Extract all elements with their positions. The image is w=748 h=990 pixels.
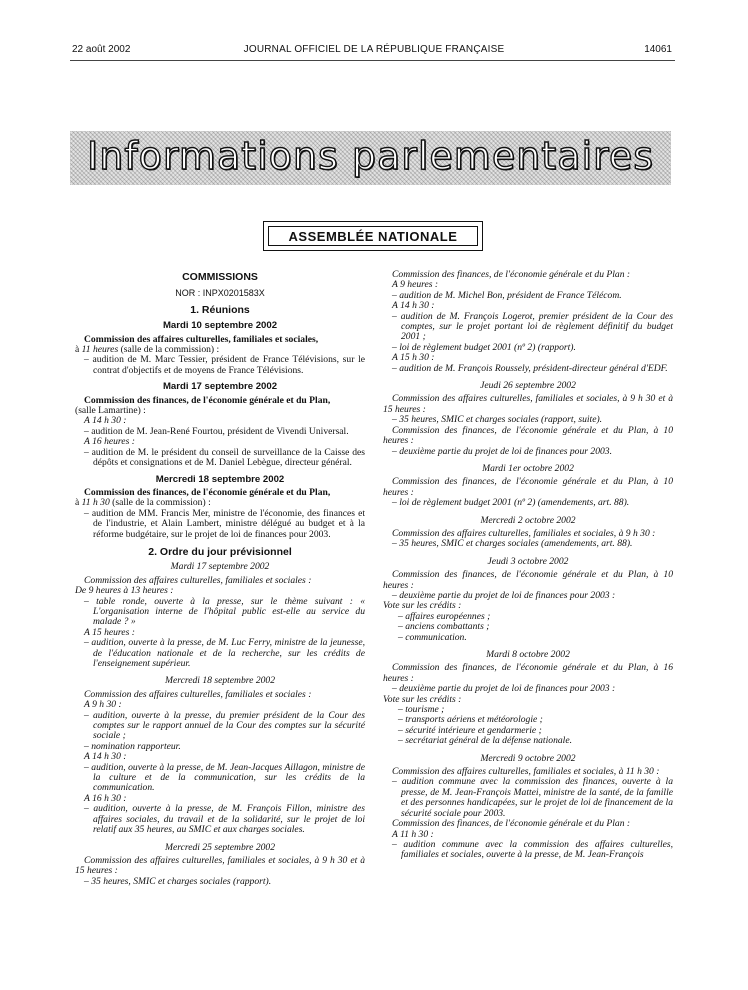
commission-name: Commission des finances, de l'économie générale et du Plan, à 16 heures : xyxy=(383,662,673,684)
agenda-item: – audition, ouverte à la presse, du premier président de la Cour des comptes sur le rapport annuel de la Cour des comptes sur la sécurité sociale ; xyxy=(84,709,365,742)
room: (salle de la commission) : xyxy=(120,344,220,356)
agenda-item: – audition de M. Michel Bon, président de France Télécom. xyxy=(392,289,622,301)
meeting-time: A 11 h 30 : xyxy=(392,828,434,840)
header-journal-title: JOURNAL OFFICIEL DE LA RÉPUBLIQUE FRANÇAISE xyxy=(243,44,505,55)
date-heading: Mercredi 9 octobre 2002 xyxy=(480,752,576,764)
commission-name: Commission des finances, de l'économie générale et du Plan, xyxy=(84,394,331,406)
chamber-box xyxy=(263,221,483,251)
agenda-item: – deuxième partie du projet de loi de finances pour 2003 : xyxy=(392,589,616,601)
meeting-time: A 16 h 30 : xyxy=(84,792,127,804)
agenda-item: – audition de MM. Francis Mer, ministre de l'économie, des finances et de l'industrie, et Alain Lambert, ministre délégué au budget et à la réforme budgétaire, sur le projet de loi de finances pour 2003. xyxy=(84,507,365,540)
date-heading: Mercredi 25 septembre 2002 xyxy=(164,841,276,853)
agenda-item: – audition commune avec la commission des affaires culturelles, familiales et sociales, ouverte à la presse, de M. Jean-François xyxy=(392,838,673,861)
agenda-item: – audition de M. François Roussely, président-directeur général d'EDF. xyxy=(392,362,668,374)
vote-heading: Vote sur les crédits : xyxy=(383,600,462,612)
meeting-time: A 14 h 30 : xyxy=(84,415,127,427)
room: (salle de la commission) : xyxy=(112,497,211,509)
vote-item: – sécurité intérieure et gendarmerie ; xyxy=(398,724,542,736)
agenda-item: – nomination rapporteur. xyxy=(84,740,181,752)
vote-item: – communication. xyxy=(398,631,467,643)
reunions-heading: 1. Réunions xyxy=(190,303,250,316)
agenda-item: – loi de règlement budget 2001 (nº 2) (rapport). xyxy=(392,341,576,353)
header-date: 22 août 2002 xyxy=(72,44,131,55)
chamber-title: ASSEMBLÉE NATIONALE xyxy=(268,226,478,246)
agenda-item: – audition, ouverte à la presse, de M. François Fillon, ministre des affaires sociales, du travail et de la solidarité, sur le projet de loi relatif aux 35 heures, au SMIC et aux charges sociales. xyxy=(84,803,365,836)
header-page-number: 14061 xyxy=(644,44,672,55)
agenda-item: – audition, ouverte à la presse, de M. Jean-Jacques Aillagon, ministre de la culture et de la communication, sur les crédits de la communication. xyxy=(84,761,365,794)
commission-name: Commission des finances, de l'économie générale et du Plan : xyxy=(392,818,631,830)
date-heading: Jeudi 3 octobre 2002 xyxy=(487,555,569,567)
vote-item: – anciens combattants ; xyxy=(398,621,490,633)
agenda-item: – 35 heures, SMIC et charges sociales (rapport). xyxy=(84,875,272,887)
commission-name: Commission des affaires culturelles, familiales et sociales, à 9 h 30 et à 15 heures : xyxy=(383,393,673,415)
meeting-time: A 9 heures : xyxy=(392,279,439,291)
right-column xyxy=(383,270,673,861)
commission-name: Commission des affaires culturelles, familiales et sociales, à 9 h 30 : xyxy=(392,527,656,539)
agenda-item: – 35 heures, SMIC et charges sociales (amendements, art. 88). xyxy=(392,538,633,550)
agenda-item: – audition de M. François Logerot, premier président de la Cour des comptes, sur le projet portant loi de règlement définitif du budget 2001 ; xyxy=(392,310,673,343)
date-heading: Jeudi 26 septembre 2002 xyxy=(480,380,576,392)
vote-item: – secrétariat général de la défense nationale. xyxy=(398,735,572,747)
section-banner xyxy=(70,131,671,185)
agenda-item: – audition de M. Marc Tessier, président de France Télévisions, sur le contrat d'objectifs et de moyens de France Télévisions. xyxy=(84,354,365,376)
agenda-item: – audition de M. Jean-René Fourtou, président de Vivendi Universal. xyxy=(84,425,349,437)
time-prefix: à xyxy=(75,497,80,509)
commission-name: Commission des affaires culturelles, familiales et sociales, à 11 h 30 : xyxy=(392,766,660,778)
banner-title: Informations parlementaires xyxy=(87,134,654,178)
date-heading: Mercredi 18 septembre 2002 xyxy=(164,675,276,687)
vote-item: – tourisme ; xyxy=(398,704,445,716)
commission-name: Commission des affaires culturelles, familiales et sociales, xyxy=(84,333,319,345)
commissions-heading: COMMISSIONS xyxy=(182,271,258,283)
vote-item: – transports aériens et météorologie ; xyxy=(398,714,543,726)
meeting-time: De 9 heures à 13 heures : xyxy=(75,585,174,597)
agenda-item: – audition commune avec la commission des finances, ouverte à la presse, de M. Jean-François Mattei, ministre de la santé, de la famille et des personnes handicapées, sur le projet de loi de financement de la sécurité sociale pour 2003. xyxy=(392,776,673,819)
date-heading: Mardi 17 septembre 2002 xyxy=(170,561,270,573)
header-rule xyxy=(70,60,675,61)
time-prefix: à xyxy=(75,344,80,356)
agenda-item: – loi de règlement budget 2001 (nº 2) (amendements, art. 88). xyxy=(392,497,630,509)
agenda-item: – table ronde, ouverte à la presse, sur le thème suivant : « L'organisation interne de l'hôpital public est-elle au service du malade ? » xyxy=(84,595,365,628)
ordre-heading: 2. Ordre du jour prévisionnel xyxy=(148,545,292,558)
commission-name: Commission des finances, de l'économie générale et du Plan, xyxy=(84,486,331,498)
commission-name: Commission des affaires culturelles, familiales et sociales : xyxy=(84,688,312,700)
agenda-item: – 35 heures, SMIC et charges sociales (rapport, suite). xyxy=(392,414,603,426)
vote-item: – affaires européennes ; xyxy=(398,610,491,622)
date-heading: Mardi 1er octobre 2002 xyxy=(482,462,574,474)
nor-reference: NOR : INPX0201583X xyxy=(175,288,265,299)
agenda-item: – deuxième partie du projet de loi de finances pour 2003. xyxy=(392,445,612,457)
meeting-time: A 14 h 30 : xyxy=(84,751,127,763)
meeting-time: A 15 heures : xyxy=(84,626,135,638)
page-header xyxy=(0,44,748,58)
date-heading: Mercredi 18 septembre 2002 xyxy=(155,473,285,485)
time-value: 11 heures xyxy=(81,344,119,356)
agenda-item: – audition, ouverte à la presse, de M. Luc Ferry, ministre de la jeunesse, de l'éducation nationale et de la recherche, sur les crédits de l'enseignement supérieur. xyxy=(84,637,365,669)
vote-heading: Vote sur les crédits : xyxy=(383,693,462,705)
commission-name: Commission des affaires culturelles, familiales et sociales, à 9 h 30 et à 15 heures : xyxy=(75,854,365,877)
commission-name: Commission des finances, de l'économie générale et du Plan, à 10 heures : xyxy=(383,476,673,498)
agenda-item: – deuxième partie du projet de loi de finances pour 2003 : xyxy=(392,683,616,695)
commission-name: Commission des finances, de l'économie générale et du Plan : xyxy=(392,269,631,280)
meeting-time: A 16 heures : xyxy=(84,436,135,448)
date-heading: Mardi 8 octobre 2002 xyxy=(486,649,570,660)
date-heading: Mercredi 2 octobre 2002 xyxy=(480,514,576,526)
date-heading: Mardi 10 septembre 2002 xyxy=(162,320,278,332)
commission-name: Commission des finances, de l'économie générale et du Plan, à 10 heures : xyxy=(383,569,673,591)
time-value: 11 h 30 xyxy=(81,497,110,509)
commission-name: Commission des finances, de l'économie générale et du Plan, à 10 heures : xyxy=(383,424,673,447)
meeting-time: A 15 h 30 : xyxy=(392,352,435,364)
commission-name: Commission des affaires culturelles, familiales et sociales : xyxy=(84,574,312,586)
room: (salle Lamartine) : xyxy=(75,405,146,417)
meeting-time: A 9 h 30 : xyxy=(84,699,122,711)
left-column xyxy=(75,270,365,887)
agenda-item: – audition de M. le président du conseil de surveillance de la Caisse des dépôts et consignations et de M. Daniel Lebègue, directeur général. xyxy=(84,446,365,469)
date-heading: Mardi 17 septembre 2002 xyxy=(162,381,278,393)
meeting-time: A 14 h 30 : xyxy=(392,300,435,312)
